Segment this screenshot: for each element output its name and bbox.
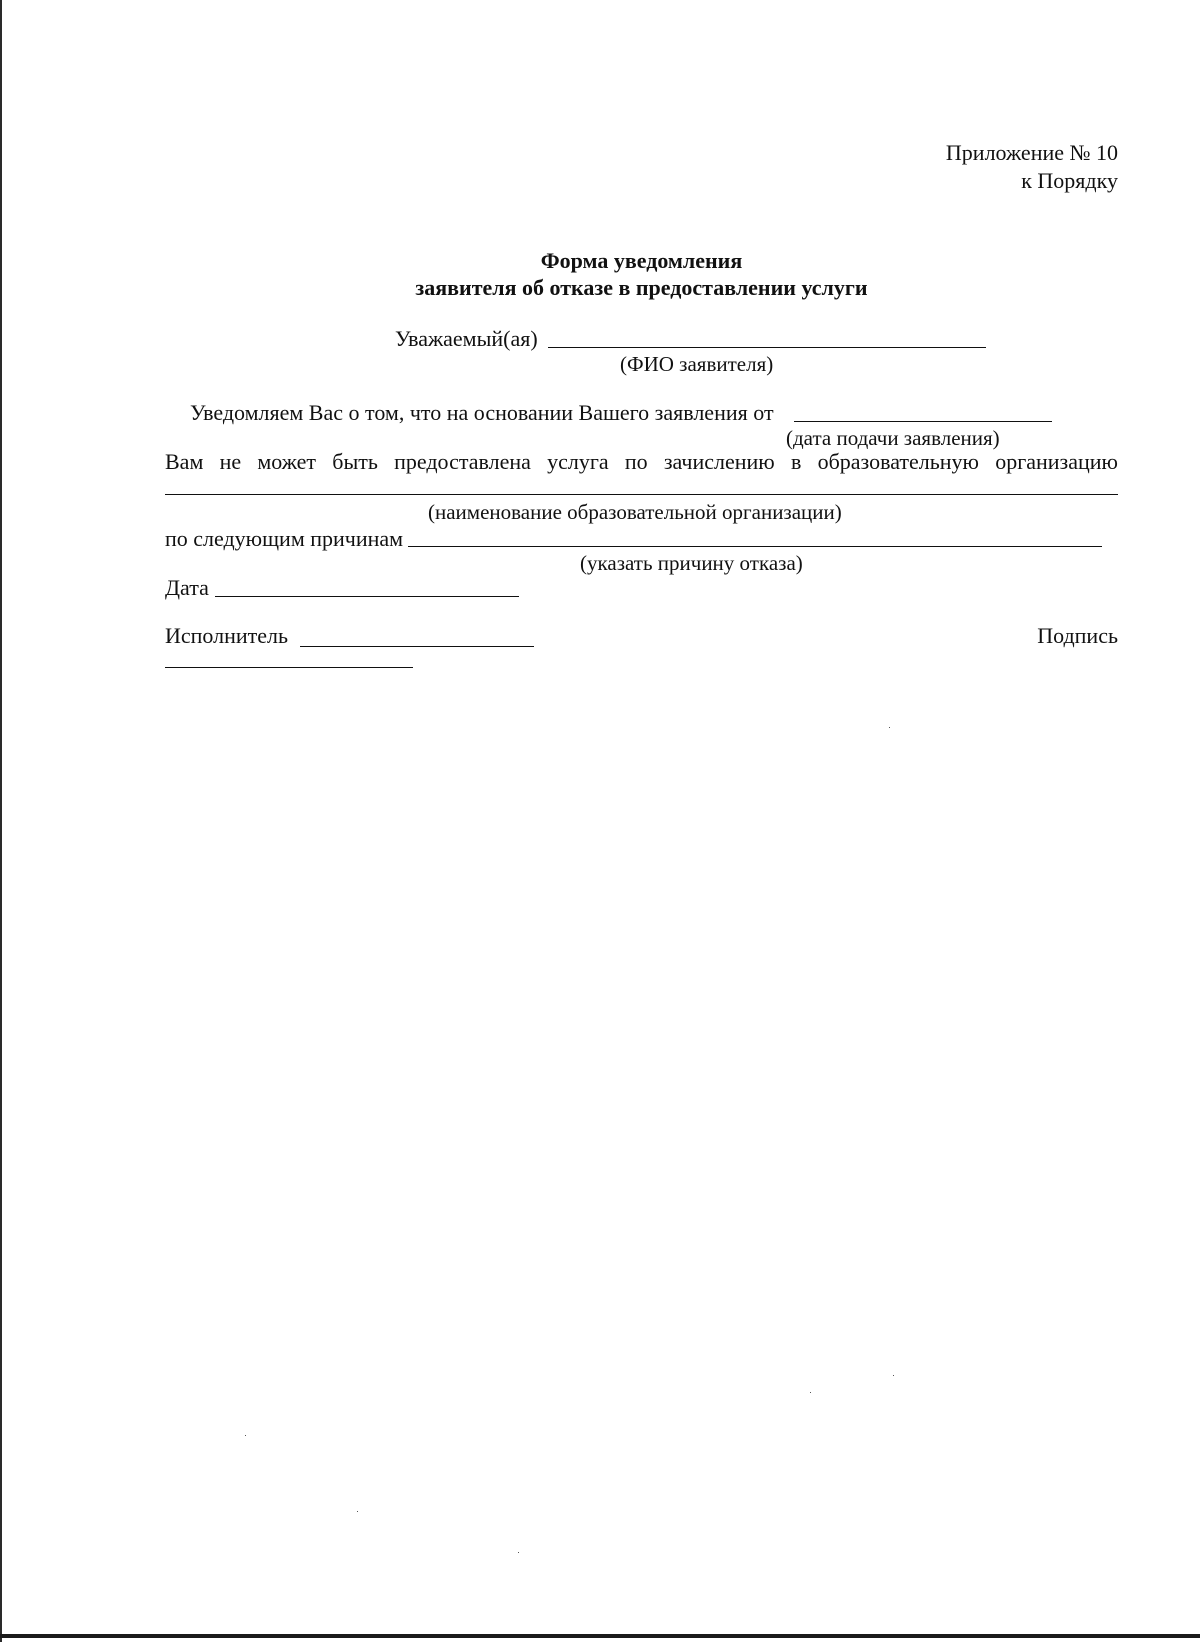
date-label: Дата	[165, 575, 209, 600]
scan-speck	[518, 1552, 519, 1553]
signature-line[interactable]	[165, 667, 413, 668]
applicant-name-line[interactable]	[548, 347, 986, 348]
notice-word: может	[257, 449, 317, 474]
notice-word: не	[219, 449, 242, 474]
refusal-reason-line[interactable]	[408, 546, 1102, 547]
application-date-hint: (дата подачи заявления)	[786, 426, 1000, 450]
organization-name-line[interactable]	[165, 494, 1118, 495]
notice-word: зачислению	[663, 449, 775, 474]
scan-speck	[810, 1392, 811, 1393]
signature-label: Подпись	[1037, 623, 1118, 648]
executor-label: Исполнитель	[165, 623, 289, 648]
notice-word: по	[624, 449, 648, 474]
notice-word: предоставлена	[394, 449, 531, 474]
appendix-reference: к Порядку	[1021, 168, 1118, 193]
scan-speck	[245, 1435, 246, 1436]
executor-line[interactable]	[300, 646, 534, 647]
notice-text-line1: Уведомляем Вас о том, что на основании Вашего заявления от	[190, 400, 774, 425]
notice-word: Вам	[165, 449, 204, 474]
form-title-line1: Форма уведомления	[540, 248, 743, 273]
reasons-label: по следующим причинам	[165, 526, 404, 551]
scan-left-edge	[0, 0, 2, 1642]
refusal-reason-hint: (указать причину отказа)	[580, 551, 803, 575]
notice-word: организацию	[995, 449, 1118, 474]
scan-speck	[889, 727, 890, 728]
notice-word: образовательную	[817, 449, 979, 474]
notice-word: в	[790, 449, 802, 474]
salutation-label: Уважаемый(ая)	[395, 326, 538, 351]
scan-speck	[357, 1511, 358, 1512]
notice-text-line2	[165, 450, 1118, 474]
organization-name-hint: (наименование образовательной организации)	[428, 500, 842, 524]
notice-word: быть	[332, 449, 378, 474]
scan-speck	[893, 1375, 894, 1376]
application-date-line[interactable]	[794, 421, 1052, 422]
scan-bottom-edge	[0, 1634, 1200, 1638]
notice-word: услуга	[547, 449, 609, 474]
date-line[interactable]	[215, 596, 519, 597]
applicant-name-hint: (ФИО заявителя)	[620, 352, 774, 376]
form-title-line2: заявителя об отказе в предоставлении услуги	[415, 275, 868, 300]
appendix-number: Приложение № 10	[945, 140, 1118, 165]
